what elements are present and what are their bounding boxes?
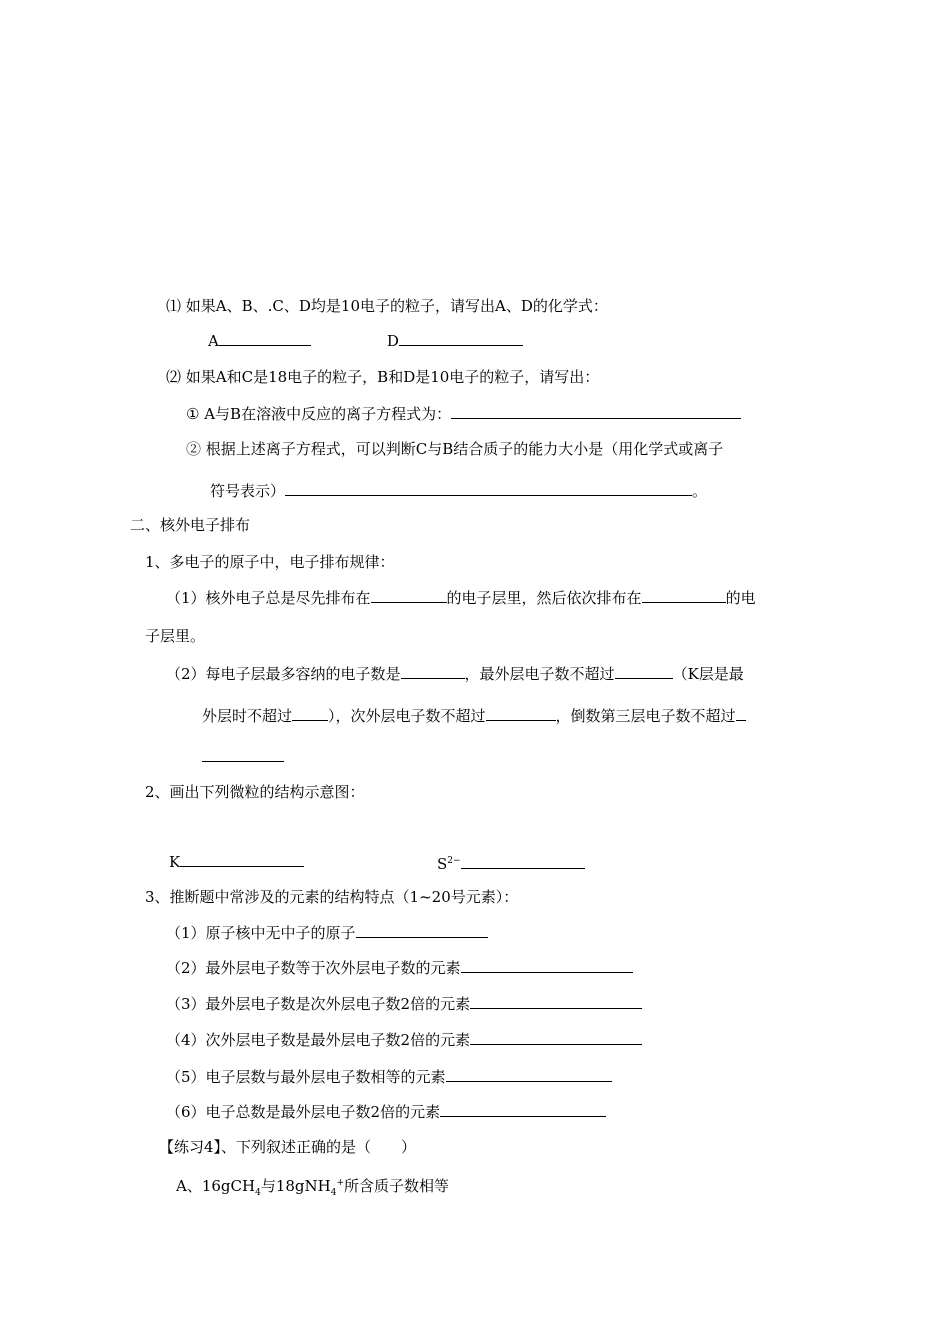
- blank-ionic-equation[interactable]: [451, 403, 741, 419]
- label-k: K: [169, 853, 181, 871]
- q1-part1: ⑴ 如果A、B、.C、D均是10电子的粒子，请写出A、D的化学式：: [166, 297, 608, 315]
- option-a-text-3: 所含质子数相等: [344, 1177, 450, 1195]
- section2-item2: 2、画出下列微粒的结构示意图：: [145, 783, 365, 801]
- blank-third-outer-start[interactable]: [736, 705, 746, 721]
- blank-max-per-layer[interactable]: [401, 663, 465, 679]
- blank-proton-ability[interactable]: [285, 480, 692, 496]
- section2-item3: 3、推断题中常涉及的元素的结构特点（1~20号元素）：: [145, 888, 519, 906]
- blank-d[interactable]: [399, 330, 523, 346]
- label-d: D: [386, 332, 399, 350]
- blank-k-outer-max[interactable]: [292, 705, 328, 721]
- section2-item1: 1、多电子的原子中，电子排布规律：: [145, 553, 395, 571]
- blank-rule1-second[interactable]: [642, 587, 726, 603]
- s-charge: 2−: [447, 856, 461, 866]
- structure-row-s: [437, 851, 585, 874]
- blank-feature-4[interactable]: [470, 1029, 642, 1045]
- rule2-line2: [202, 705, 746, 726]
- period-mark: 。: [692, 482, 708, 500]
- rule1-text-a: （1）核外电子总是尽先排布在: [166, 589, 371, 607]
- q1-sub2-line2: [210, 480, 707, 501]
- feature-1: [166, 922, 488, 943]
- option-a-sup: +: [336, 1178, 345, 1188]
- option-a-sub-2: 4: [330, 1188, 337, 1198]
- structure-row-k: [169, 851, 304, 872]
- feature-2-text: （2）最外层电子数等于次外层电子数的元素: [166, 959, 461, 977]
- rule1-text-c: 的电: [725, 589, 756, 607]
- label-s: S: [437, 855, 448, 873]
- rule2-line1: [166, 663, 744, 684]
- blank-feature-3[interactable]: [470, 993, 642, 1009]
- blank-feature-2[interactable]: [461, 957, 633, 973]
- feature-4-text: （4）次外层电子数是最外层电子数2倍的元素: [166, 1031, 471, 1049]
- blank-feature-1[interactable]: [356, 922, 488, 938]
- feature-5: [166, 1066, 612, 1087]
- rule2-text-f: ，倒数第三层电子数不超过: [555, 707, 736, 725]
- rule1-text-b: 的电子层里，然后依次排布在: [446, 589, 642, 607]
- feature-5-text: （5）电子层数与最外层电子数相等的元素: [166, 1068, 446, 1086]
- blank-s-structure[interactable]: [461, 853, 585, 869]
- blank-rule1-first[interactable]: [371, 587, 447, 603]
- rule2-text-d: 外层时不超过: [202, 707, 293, 725]
- option-a-text-2: 与18gNH: [260, 1177, 331, 1195]
- blank-feature-5[interactable]: [446, 1066, 612, 1082]
- feature-6-text: （6）电子总数是最外层电子数2倍的元素: [166, 1103, 441, 1121]
- blank-k-structure[interactable]: [180, 851, 304, 867]
- answer-row-a-d: [208, 330, 523, 351]
- feature-3-text: （3）最外层电子数是次外层电子数2倍的元素: [166, 995, 471, 1013]
- label-a: A: [208, 332, 219, 350]
- q1-sub2-line1: ② 根据上述离子方程式，可以判断C与B结合质子的能力大小是（用化学式或离子: [186, 440, 724, 458]
- rule1-line1: [166, 587, 756, 608]
- blank-feature-6[interactable]: [440, 1101, 606, 1117]
- rule2-text-c: （K层是最: [672, 665, 744, 683]
- exercise-4-option-a: [176, 1173, 449, 1203]
- rule2-text-e: ），次外层电子数不超过: [328, 707, 486, 725]
- feature-4: [166, 1029, 642, 1050]
- rule2-text-b: ，最外层电子数不超过: [464, 665, 615, 683]
- feature-6: [166, 1101, 606, 1122]
- blank-a[interactable]: [219, 330, 311, 346]
- q1-sub2-line2-text: 符号表示）: [210, 482, 286, 500]
- option-a-text-1: A、16gCH: [176, 1177, 256, 1195]
- exercise-4-title: 【练习4】、下列叙述正确的是（ ）: [159, 1138, 417, 1156]
- q1-sub1: [186, 403, 741, 424]
- section2-heading: 二、核外电子排布: [130, 516, 251, 534]
- blank-second-outer-max[interactable]: [486, 705, 556, 721]
- blank-outer-max[interactable]: [615, 663, 673, 679]
- rule1-line2: 子层里。: [145, 627, 206, 645]
- feature-3: [166, 993, 642, 1014]
- blank-third-outer-max[interactable]: [202, 746, 284, 762]
- option-a-sub-1: 4: [255, 1188, 261, 1198]
- q1-part2: ⑵ 如果A和C是18电子的粒子，B和D是10电子的粒子，请写出：: [166, 368, 600, 386]
- rule2-text-a: （2）每电子层最多容纳的电子数是: [166, 665, 401, 683]
- feature-2: [166, 957, 633, 978]
- feature-1-text: （1）原子核中无中子的原子: [166, 924, 356, 942]
- q1-sub1-text: ① A与B在溶液中反应的离子方程式为：: [186, 405, 452, 423]
- rule2-line3: [202, 746, 284, 767]
